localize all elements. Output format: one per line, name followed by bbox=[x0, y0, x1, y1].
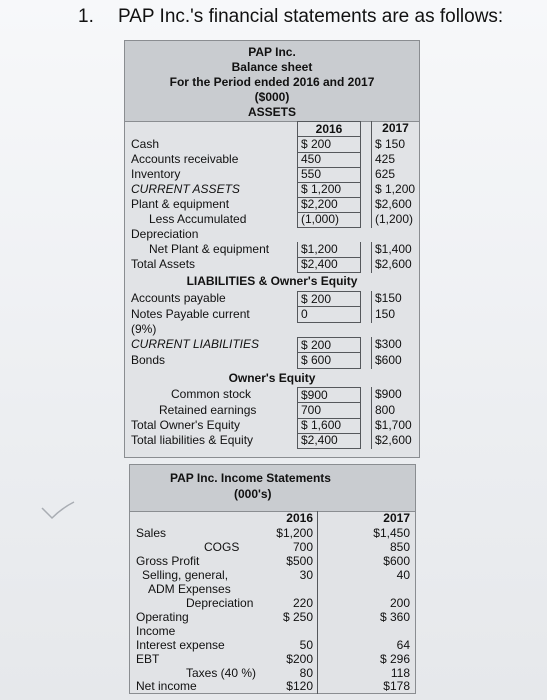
value-2016: $ 200 bbox=[297, 291, 361, 307]
value-2017: 200 bbox=[389, 596, 410, 610]
row-label: EBT bbox=[136, 652, 160, 666]
value-2017: $ 360 bbox=[379, 610, 410, 624]
value-2016: $2,200 bbox=[297, 197, 361, 213]
statement-title: Balance sheet bbox=[231, 60, 313, 74]
value-2017: $600 bbox=[383, 554, 410, 568]
value-2016: $500 bbox=[274, 554, 318, 569]
value-2017: $600 bbox=[371, 353, 419, 369]
table-row bbox=[130, 624, 415, 639]
row-label: Accounts receivable bbox=[131, 152, 239, 166]
table-row bbox=[125, 387, 419, 403]
value-2016: 220 bbox=[274, 596, 318, 611]
value-2017: $1,450 bbox=[373, 526, 410, 540]
value-2017: $2,600 bbox=[371, 433, 419, 449]
table-row bbox=[125, 257, 419, 273]
value-2017: 425 bbox=[371, 152, 419, 168]
row-label: (9%) bbox=[131, 322, 157, 336]
row-label: Common stock bbox=[171, 387, 252, 401]
table-row bbox=[125, 227, 419, 243]
value-2017: $2,600 bbox=[371, 197, 419, 213]
row-label: Interest expense bbox=[136, 638, 225, 652]
assets-heading: ASSETS bbox=[247, 105, 296, 119]
table-row bbox=[130, 540, 415, 555]
row-label: Cash bbox=[131, 137, 160, 151]
table-row bbox=[125, 167, 419, 183]
row-label: COGS bbox=[204, 540, 240, 554]
row-label: Selling, general, bbox=[142, 568, 229, 582]
value-2016: $1,200 bbox=[297, 242, 361, 258]
table-row bbox=[125, 137, 419, 153]
value-2016: $ 250 bbox=[274, 610, 318, 625]
income-statement-header bbox=[130, 465, 415, 512]
value-2016: 0 bbox=[297, 307, 361, 323]
value-2016: 700 bbox=[274, 540, 318, 555]
question-number: 1. bbox=[78, 6, 94, 27]
value-2016: 550 bbox=[297, 167, 361, 183]
row-label: Total Owner's Equity bbox=[131, 418, 241, 432]
value-2016: $2,400 bbox=[297, 257, 361, 273]
value-2016: $ 200 bbox=[297, 137, 361, 153]
table-row bbox=[125, 242, 419, 258]
value-2017: 850 bbox=[389, 540, 410, 554]
value-2016: $ 200 bbox=[297, 337, 361, 353]
value-2017: $ 150 bbox=[371, 137, 419, 153]
table-row bbox=[125, 307, 419, 323]
liabilities-heading: LIABILITIES & Owner's Equity bbox=[186, 274, 358, 288]
table-row bbox=[125, 403, 419, 419]
value-2016: 450 bbox=[297, 152, 361, 168]
value-2017: $ 296 bbox=[379, 652, 410, 666]
row-label: Taxes (40 %) bbox=[186, 666, 257, 680]
row-label: Depreciation bbox=[131, 227, 199, 241]
income-statement-title: PAP Inc. Income Statements bbox=[170, 471, 331, 485]
value-2017: $178 bbox=[383, 679, 410, 693]
table-row bbox=[130, 596, 415, 611]
value-2017: $ 1,200 bbox=[371, 182, 419, 198]
value-2017: (1,200) bbox=[371, 212, 419, 228]
table-row bbox=[125, 212, 419, 228]
value-2017: $900 bbox=[371, 387, 419, 403]
value-2017: $2,600 bbox=[371, 257, 419, 273]
value-2016: $200 bbox=[274, 652, 318, 667]
table-row bbox=[130, 568, 415, 583]
table-row bbox=[125, 197, 419, 213]
value-2016: $ 600 bbox=[297, 353, 361, 369]
value-2017: $300 bbox=[371, 337, 419, 353]
row-label: Bonds bbox=[131, 353, 166, 367]
table-row bbox=[125, 152, 419, 168]
balance-sheet-header bbox=[125, 41, 419, 122]
table-row bbox=[130, 679, 415, 694]
value-2016: $900 bbox=[297, 387, 361, 403]
company-name: PAP Inc. bbox=[248, 45, 296, 59]
col-2017-header: 2017 bbox=[371, 121, 419, 137]
row-label: Income bbox=[136, 624, 176, 638]
row-label: Gross Profit bbox=[136, 554, 200, 568]
period-label: For the Period ended 2016 and 2017 bbox=[169, 75, 375, 89]
table-row bbox=[125, 337, 419, 353]
balance-sheet bbox=[124, 40, 420, 458]
row-label: Depreciation bbox=[186, 596, 254, 610]
value-2016 bbox=[274, 582, 318, 597]
row-label: CURRENT LIABILITIES bbox=[131, 337, 260, 351]
value-2016: 30 bbox=[274, 568, 318, 583]
unit-label: (000's) bbox=[234, 487, 272, 501]
row-label: CURRENT ASSETS bbox=[131, 182, 240, 196]
value-2017: 800 bbox=[371, 403, 419, 419]
value-2017: $1,400 bbox=[371, 242, 419, 258]
row-label: Total liabilities & Equity bbox=[131, 433, 254, 447]
value-2017: $150 bbox=[371, 291, 419, 307]
table-row bbox=[125, 353, 419, 369]
value-2016: (1,000) bbox=[297, 212, 361, 228]
table-row bbox=[130, 610, 415, 625]
value-2016 bbox=[274, 624, 318, 639]
row-label: Accounts payable bbox=[131, 291, 226, 305]
row-label: Plant & equipment bbox=[131, 197, 230, 211]
value-2017: 40 bbox=[396, 568, 410, 582]
value-2016: $1,200 bbox=[274, 526, 318, 541]
year-header-row bbox=[130, 511, 415, 526]
value-2016: 50 bbox=[274, 638, 318, 653]
value-2017: 64 bbox=[396, 638, 410, 652]
value-2017: 150 bbox=[371, 307, 419, 323]
row-label: Less Accumulated bbox=[149, 212, 247, 226]
row-label: Net Plant & equipment bbox=[149, 242, 270, 256]
value-2017: 625 bbox=[371, 167, 419, 183]
row-label: Retained earnings bbox=[159, 403, 257, 417]
value-2016: $120 bbox=[274, 679, 318, 694]
row-label: Inventory bbox=[131, 167, 181, 181]
table-row bbox=[125, 291, 419, 307]
table-row bbox=[125, 433, 419, 449]
table-row bbox=[130, 652, 415, 667]
table-row bbox=[130, 526, 415, 541]
row-label: Notes Payable current bbox=[131, 307, 250, 321]
table-row bbox=[125, 182, 419, 198]
value-2016: $ 1,200 bbox=[297, 182, 361, 198]
value-2017: 118 bbox=[390, 666, 410, 680]
row-label: ADM Expenses bbox=[148, 582, 231, 596]
question-text: PAP Inc.'s financial statements are as follows: bbox=[118, 6, 504, 27]
table-row bbox=[130, 554, 415, 569]
row-label: Net income bbox=[136, 679, 197, 693]
equity-heading: Owner's Equity bbox=[228, 371, 316, 385]
table-row bbox=[130, 638, 415, 653]
table-row bbox=[125, 322, 419, 338]
row-label: Operating bbox=[136, 610, 189, 624]
year-header-row bbox=[125, 121, 419, 137]
col-2016-header: 2016 bbox=[297, 121, 361, 137]
table-row bbox=[130, 582, 415, 597]
value-2017: $1,700 bbox=[371, 418, 419, 434]
col-2017-header: 2017 bbox=[383, 511, 410, 525]
income-statement bbox=[129, 464, 416, 694]
value-2016: $ 1,600 bbox=[297, 418, 361, 434]
col-2016-header: 2016 bbox=[274, 511, 318, 526]
value-2016: $2,400 bbox=[297, 433, 361, 449]
checkmark-icon bbox=[40, 500, 76, 520]
unit-label: ($000) bbox=[254, 90, 290, 104]
row-label: Total Assets bbox=[131, 257, 196, 271]
row-label: Sales bbox=[136, 526, 167, 540]
value-2016: 700 bbox=[297, 403, 361, 419]
table-row bbox=[125, 418, 419, 434]
value-2016: 80 bbox=[274, 666, 318, 681]
